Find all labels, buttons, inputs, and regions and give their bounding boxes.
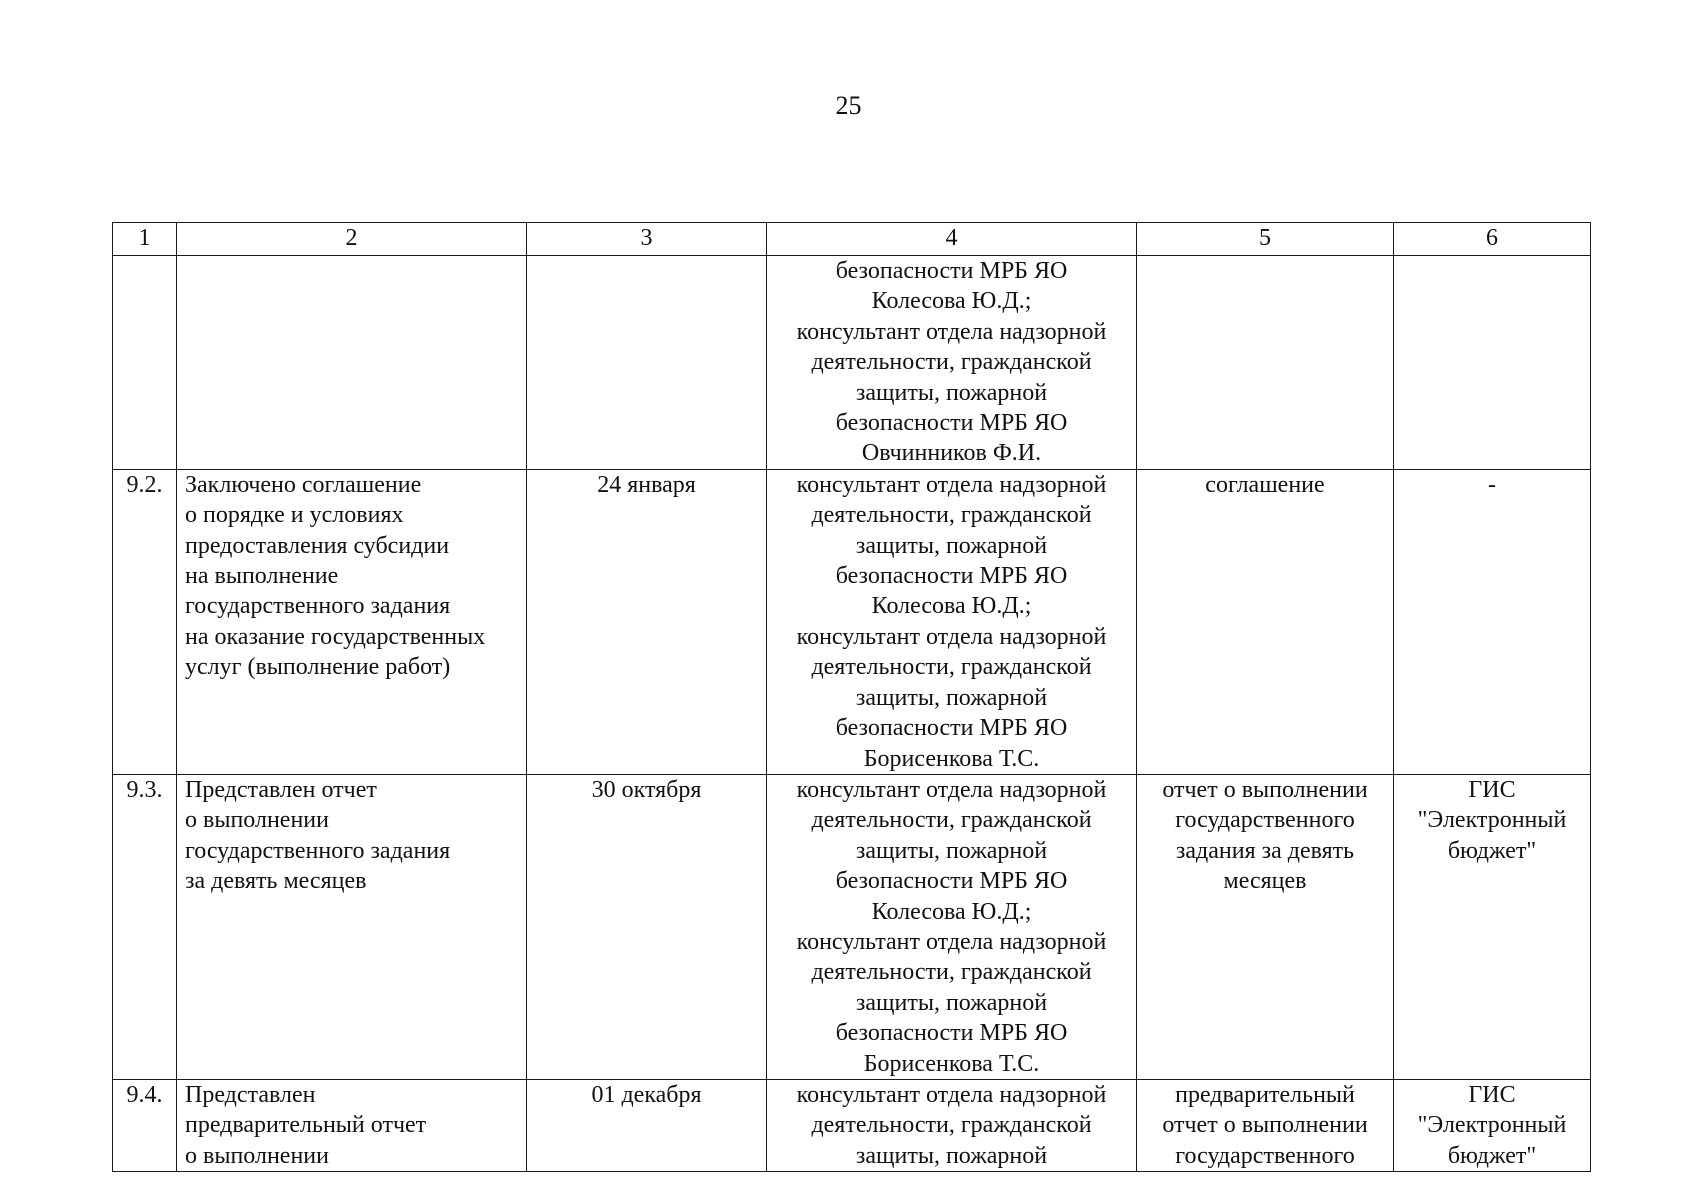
- result-cell: отчет о выполнении государственного задания за девять месяцев: [1137, 774, 1394, 1079]
- row-number-cell: 9.2.: [113, 469, 177, 774]
- system-cell: -: [1394, 469, 1591, 774]
- column-header-2: 2: [177, 223, 527, 256]
- date-cell: 24 января: [527, 469, 767, 774]
- description-cell: Заключено соглашение о порядке и условиях предоставления субсидии на выполнение государственного задания на оказание государственных услуг (выполнение работ): [177, 469, 527, 774]
- system-cell: [1394, 256, 1591, 470]
- row-number-cell: [113, 256, 177, 470]
- date-cell: 01 декабря: [527, 1079, 767, 1171]
- table-row-continuation: [113, 256, 1591, 470]
- date-cell: 30 октября: [527, 774, 767, 1079]
- system-cell: ГИС "Электронный бюджет": [1394, 1079, 1591, 1171]
- row-number-cell: 9.3.: [113, 774, 177, 1079]
- table-row-9-3: [113, 774, 1591, 1079]
- result-cell: [1137, 256, 1394, 470]
- row-number-cell: 9.4.: [113, 1079, 177, 1171]
- table-row-9-2: [113, 469, 1591, 774]
- system-cell: ГИС "Электронный бюджет": [1394, 774, 1591, 1079]
- column-header-3: 3: [527, 223, 767, 256]
- column-header-4: 4: [767, 223, 1137, 256]
- responsible-cell: консультант отдела надзорной деятельности, гражданской защиты, пожарной безопасности МРБ ЯО Колесова Ю.Д.; консультант отдела надзорной деятельности, гражданской защиты, пожарной безопасности МРБ ЯО Борисенкова Т.С.: [767, 774, 1137, 1079]
- page-number: 25: [835, 91, 862, 120]
- schedule-table: [112, 222, 1591, 1172]
- column-number-row: [113, 223, 1591, 256]
- table-row-9-4: [113, 1079, 1591, 1171]
- description-cell: [177, 256, 527, 470]
- description-cell: Представлен предварительный отчет о выполнении: [177, 1079, 527, 1171]
- column-header-5: 5: [1137, 223, 1394, 256]
- description-cell: Представлен отчет о выполнении государственного задания за девять месяцев: [177, 774, 527, 1079]
- column-header-1: 1: [113, 223, 177, 256]
- result-cell: предварительный отчет о выполнении государственного: [1137, 1079, 1394, 1171]
- column-header-6: 6: [1394, 223, 1591, 256]
- responsible-cell: консультант отдела надзорной деятельности, гражданской защиты, пожарной безопасности МРБ ЯО Колесова Ю.Д.; консультант отдела надзорной деятельности, гражданской защиты, пожарной безопасности МРБ ЯО Борисенкова Т.С.: [767, 469, 1137, 774]
- result-cell: соглашение: [1137, 469, 1394, 774]
- date-cell: [527, 256, 767, 470]
- responsible-cell: консультант отдела надзорной деятельности, гражданской защиты, пожарной: [767, 1079, 1137, 1171]
- responsible-cell: безопасности МРБ ЯО Колесова Ю.Д.; консультант отдела надзорной деятельности, гражданской защиты, пожарной безопасности МРБ ЯО Овчинников Ф.И.: [767, 256, 1137, 470]
